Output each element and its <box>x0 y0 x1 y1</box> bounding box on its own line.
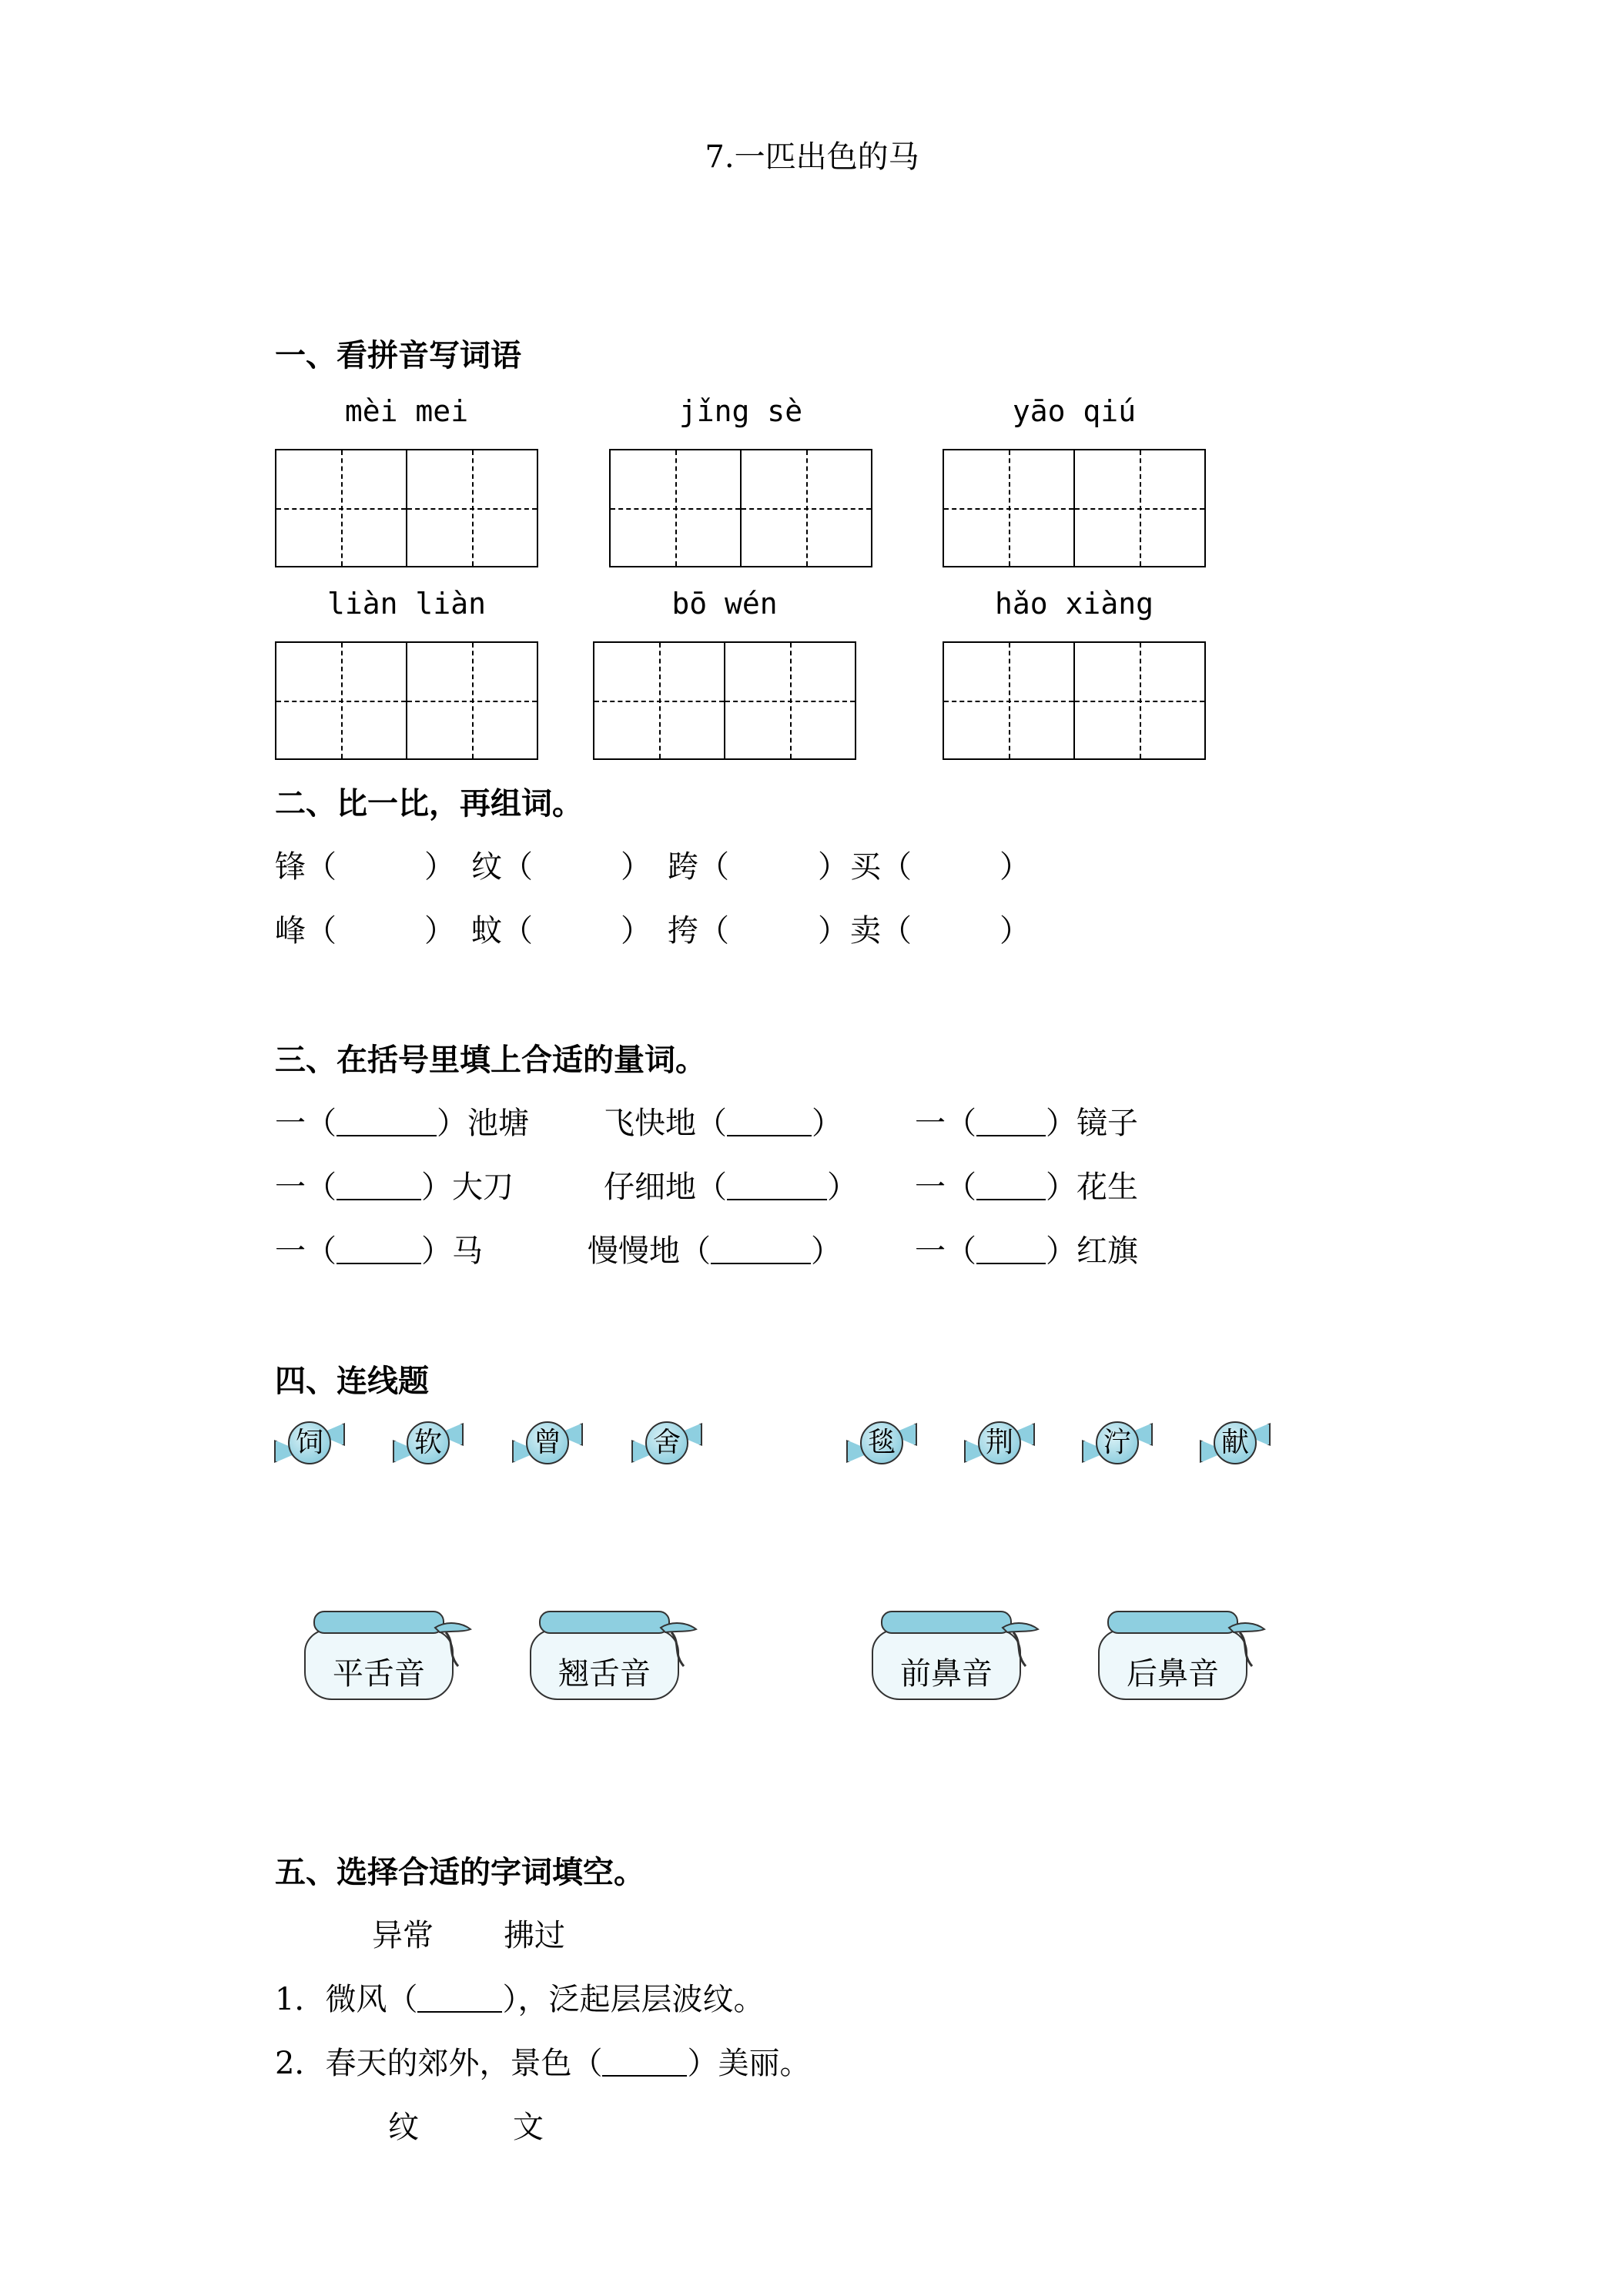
section4-heading: 四、连线题 <box>275 1364 429 1399</box>
fill-blank[interactable] <box>337 1171 421 1200</box>
measure-word-item: 一（ ）花生 <box>915 1170 1138 1205</box>
choice-word: 异常 <box>372 1918 434 1953</box>
candy-character[interactable]: 曾 <box>511 1417 584 1472</box>
candy-character[interactable]: 舍 <box>630 1417 704 1472</box>
section1-heading: 一、看拼音写词语 <box>275 338 521 373</box>
measure-word-item: 慢慢地（ ） <box>588 1233 842 1269</box>
pinyin-label: yāo qiú <box>1012 394 1137 428</box>
fill-blank[interactable] <box>711 1235 811 1264</box>
fill-blank[interactable] <box>976 1235 1046 1264</box>
compare-char: 买（ <box>850 849 912 885</box>
fill-sentence: 1．微风（ ），泛起层层波纹。 <box>275 1982 765 2017</box>
candy-character[interactable]: 饲 <box>273 1417 347 1472</box>
fill-blank[interactable] <box>727 1171 827 1200</box>
writing-grid[interactable] <box>943 449 1206 567</box>
close-paren: ） <box>1000 913 1030 949</box>
candy-character[interactable]: 软 <box>391 1417 465 1472</box>
fill-blank[interactable] <box>337 1235 421 1264</box>
fill-blank[interactable] <box>976 1171 1046 1200</box>
close-paren: ） <box>621 913 651 949</box>
compare-char: 卖（ <box>850 913 912 949</box>
compare-char: 纹（ <box>471 849 533 885</box>
fill-blank[interactable] <box>727 1107 812 1136</box>
close-paren: ） <box>818 849 849 885</box>
compare-char: 锋（ <box>275 849 337 885</box>
fill-blank[interactable] <box>976 1107 1046 1136</box>
jar-category[interactable]: 后鼻音 <box>1092 1611 1254 1703</box>
writing-grid[interactable] <box>275 449 538 567</box>
pinyin-label: jǐng sè <box>678 394 803 428</box>
compare-char: 蚊（ <box>471 913 533 949</box>
pinyin-label: mèi mei <box>344 394 469 428</box>
fill-sentence: 2．春天的郊外，景色（ ）美丽。 <box>275 2046 811 2081</box>
jar-category[interactable]: 翘舌音 <box>524 1611 685 1703</box>
close-paren: ） <box>818 913 849 949</box>
choice-word: 文 <box>513 2110 544 2145</box>
candy-character[interactable]: 毯 <box>845 1417 919 1472</box>
pinyin-label: liàn liàn <box>327 587 486 621</box>
close-paren: ） <box>1000 849 1030 885</box>
candy-character[interactable]: 泞 <box>1080 1417 1154 1472</box>
measure-word-item: 一（ ）马 <box>275 1233 483 1269</box>
candy-character[interactable]: 荆 <box>963 1417 1036 1472</box>
writing-grid[interactable] <box>943 641 1206 760</box>
fill-blank[interactable] <box>602 2047 687 2077</box>
close-paren: ） <box>424 913 455 949</box>
compare-char: 峰（ <box>275 913 337 949</box>
jar-category[interactable]: 平舌音 <box>298 1611 460 1703</box>
measure-word-item: 一（ ）红旗 <box>915 1233 1138 1269</box>
section5-heading: 五、选择合适的字词填空。 <box>275 1855 645 1890</box>
close-paren: ） <box>424 849 455 885</box>
writing-grid[interactable] <box>609 449 872 567</box>
section2-heading: 二、比一比，再组词。 <box>275 786 583 822</box>
fill-blank[interactable] <box>417 1983 502 2013</box>
writing-grid[interactable] <box>275 641 538 760</box>
measure-word-item: 飞快地（ ） <box>604 1106 842 1141</box>
measure-word-item: 一（ ）池塘 <box>275 1106 529 1141</box>
candy-character[interactable]: 献 <box>1198 1417 1272 1472</box>
compare-char: 跨（ <box>668 849 729 885</box>
section3-heading: 三、在括号里填上合适的量词。 <box>275 1043 706 1078</box>
jar-category[interactable]: 前鼻音 <box>866 1611 1027 1703</box>
writing-grid[interactable] <box>593 641 856 760</box>
choice-word: 纹 <box>388 2110 419 2145</box>
fill-blank[interactable] <box>337 1107 437 1136</box>
pinyin-label: bō wén <box>671 587 778 621</box>
compare-char: 挎（ <box>668 913 729 949</box>
page-title: 7.一匹出色的马 <box>705 139 919 175</box>
pinyin-label: hǎo xiàng <box>995 587 1154 621</box>
choice-word: 拂过 <box>504 1918 565 1953</box>
close-paren: ） <box>621 849 651 885</box>
measure-word-item: 一（ ）镜子 <box>915 1106 1138 1141</box>
measure-word-item: 仔细地（ ） <box>604 1170 858 1205</box>
measure-word-item: 一（ ）大刀 <box>275 1170 514 1205</box>
